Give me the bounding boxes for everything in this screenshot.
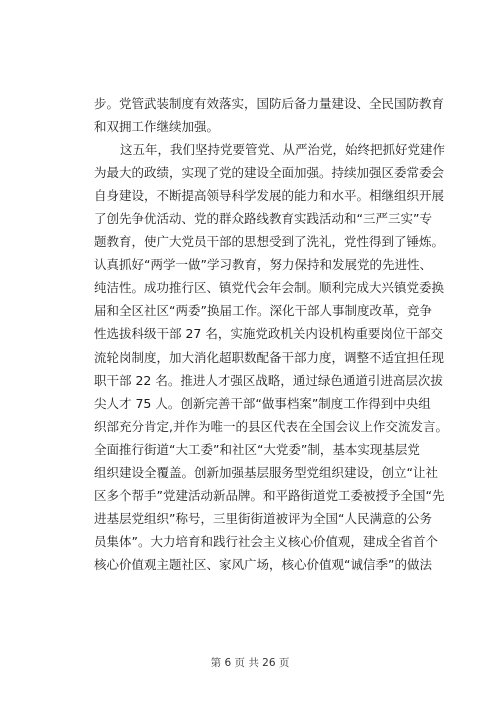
paragraph-first-line: 这五年，我们坚持党要管党、从严治党，始终把抓好党建作 <box>120 142 446 158</box>
text-line: 织部充分肯定,并作为唯一的县区代表在全国会议上作交流发言。 <box>94 418 448 434</box>
body-text <box>94 92 448 576</box>
text-line: 区多个帮手”党建活动新品牌。和平路街道党工委被授予全国“先 <box>94 487 445 503</box>
page-number-footer: 第 6 页 共 26 页 <box>210 657 290 669</box>
text-line: 和双拥工作继续加强。 <box>94 119 220 135</box>
text-line: 进基层党组织”称号，三里街街道被评为全国“人民满意的公务 <box>94 510 432 526</box>
text-line: 职干部 22 名。推进人才强区战略，通过绿色通道引进高层次拔 <box>94 372 443 388</box>
text-line: 尖人才 75 人。创新完善干部“做事档案”制度工作得到中央组 <box>94 395 431 411</box>
text-line: 为最大的政绩，实现了党的建设全面加强。持续加强区委常委会 <box>94 165 445 181</box>
text-line: 步。党管武装制度有效落实，国防后备力量建设、全民国防教育 <box>94 96 445 111</box>
text-line: 全面推行街道“大工委”和社区“大党委”制，基本实现基层党 <box>94 441 420 457</box>
text-line: 题教育，使广大党员干部的思想受到了洗礼，党性得到了锤炼。 <box>94 234 445 250</box>
text-line: 员集体”。大力培育和践行社会主义核心价值观，建成全省首个 <box>94 533 438 549</box>
text-line: 纯洁性。成功推行区、镇党代会年会制。顺利完成大兴镇党委换 <box>94 280 445 296</box>
text-line: 了创先争优活动、党的群众路线教育实践活动和“三严三实”专 <box>94 211 432 227</box>
text-line: 核心价值观主题社区、家风广场，核心价值观“诚信季”的做法 <box>94 556 432 572</box>
text-line: 认真抓好“两学一做”学习教育，努力保持和发展党的先进性、 <box>94 257 432 273</box>
text-line: 性选拔科级干部 27 名，实施党政机关内设机构重要岗位干部交 <box>94 326 443 342</box>
text-line: 自身建设，不断提高领导科学发展的能力和水平。相继组织开展 <box>94 188 445 204</box>
text-line: 组织建设全覆盖。创新加强基层服务型党组织建设，创立“让社 <box>94 464 438 480</box>
text-line: 届和全区社区“两委”换届工作。深化干部人事制度改革，竞争 <box>94 303 432 319</box>
text-line: 流轮岗制度，加大消化超职数配备干部力度，调整不适宜担任现 <box>94 349 445 365</box>
